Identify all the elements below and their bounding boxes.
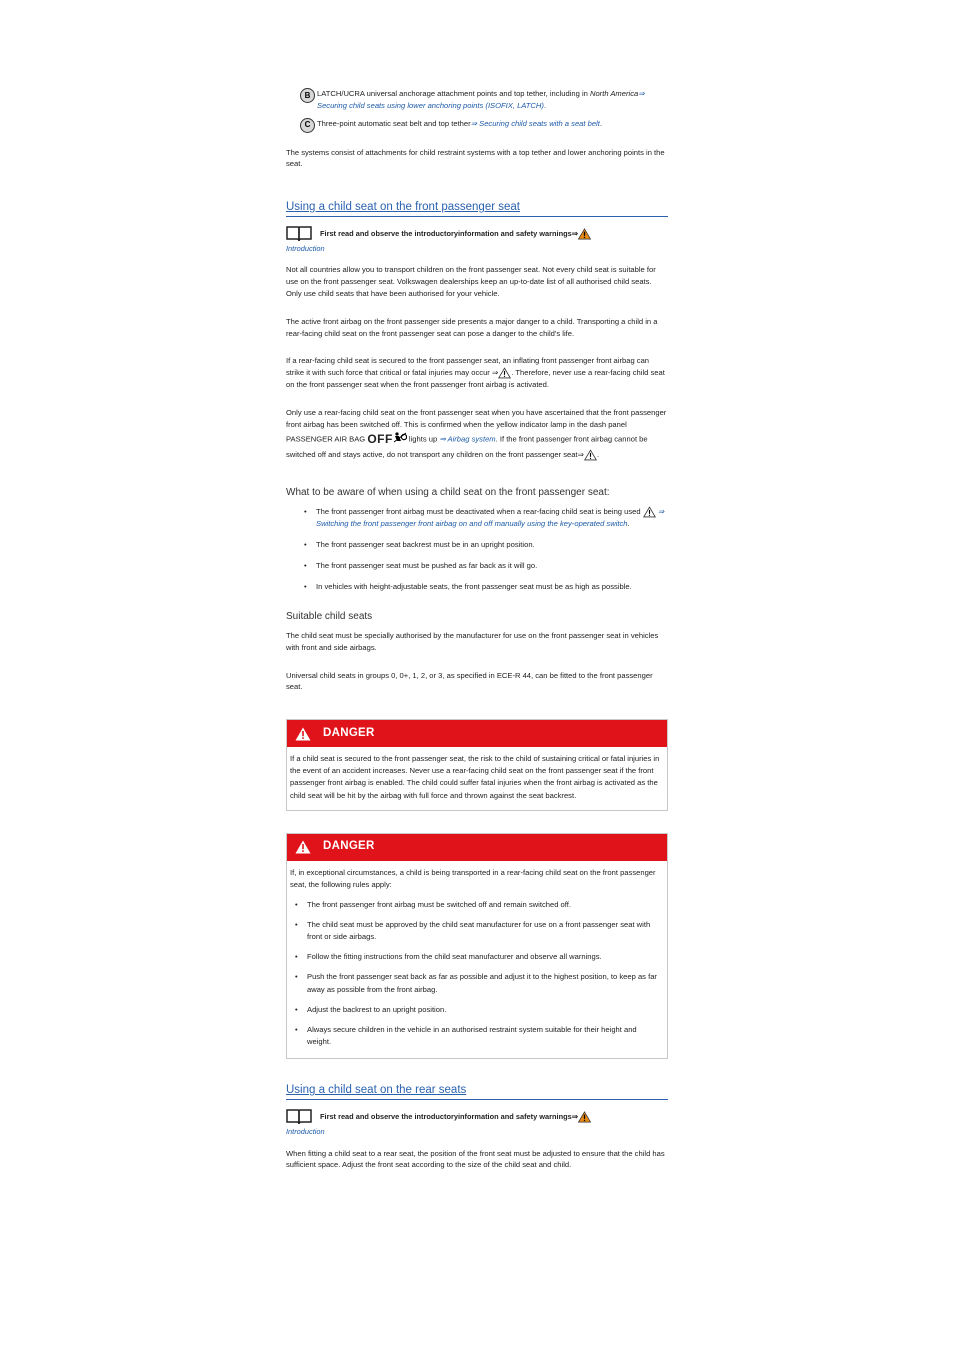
isofix-latch-link[interactable]: ⇒ Securing child seats using lower anchoring points (ISOFIX, LATCH) bbox=[317, 89, 645, 110]
airbag-off-icon: OFF bbox=[367, 430, 407, 449]
section-heading-front-seat: Using a child seat on the front passenger seat bbox=[286, 200, 668, 217]
list-item: • Push the front passenger seat back as far as possible and adjust it to the highest position, to keep as far away as possible from the front airbag. bbox=[290, 971, 661, 995]
warning-triangle-icon bbox=[578, 228, 591, 240]
list-item: • Adjust the backrest to an upright position. bbox=[290, 1004, 661, 1016]
danger-box-1 bbox=[286, 719, 668, 811]
list-item: • The front passenger seat backrest must be in an upright position. bbox=[286, 539, 668, 551]
warning-triangle-outline-icon bbox=[498, 367, 511, 379]
legend-badge-b: B bbox=[300, 88, 315, 103]
danger-header: DANGER bbox=[287, 720, 667, 747]
key-operated-switch-link[interactable]: ⇒ Switching the front passenger front airbag on and off manually using the key-operated switch bbox=[316, 507, 665, 529]
section-heading-rear-seats: Using a child seat on the rear seats bbox=[286, 1083, 668, 1100]
list-item: • Follow the fitting instructions from the child seat manufacturer and observe all warnings. bbox=[290, 951, 661, 963]
aware-heading: What to be aware of when using a child seat on the front passenger seat: bbox=[286, 486, 610, 498]
warning-triangle-outline-icon bbox=[584, 449, 597, 461]
list-item: • The front passenger seat must be pushed as far back as it will go. bbox=[286, 560, 668, 572]
intro-notice-front: First read and observe the introductoryinformation and safety warnings ⇒ bbox=[286, 225, 668, 242]
airbag-system-link[interactable]: ⇒ Airbag system bbox=[439, 434, 496, 444]
aware-list bbox=[286, 506, 668, 592]
danger-triangle-icon bbox=[295, 727, 311, 741]
danger-box-2 bbox=[286, 833, 668, 1060]
suitable-paragraph-2: Universal child seats in groups 0, 0+, 1, 2, or 3, as specified in ECE-R 44, can be fitted to the front passenger seat. bbox=[286, 670, 653, 692]
list-item: • The child seat must be approved by the child seat manufacturer for use on a front passenger seat with front or side airbags. bbox=[290, 919, 661, 943]
danger-intro: If, in exceptional circumstances, a child is being transported in a rear-facing child seat on the front passenger seat, the following rules apply: bbox=[290, 867, 656, 889]
warning-triangle-icon bbox=[578, 1111, 591, 1123]
danger-rules-list bbox=[290, 899, 661, 1048]
front-seat-paragraph-3: If a rear-facing child seat is secured to the front passenger seat, an inflating front passenger front airbag can strike it with such force that critical or fatal injuries may occur ⇒ . Therefore, never use a rear-facing child seat on the front passenger seat when the front passenger front airbag is activated. bbox=[286, 356, 665, 390]
introduction-link[interactable]: Introduction bbox=[286, 244, 325, 253]
legend-item-b bbox=[286, 88, 668, 112]
systems-paragraph: The systems consist of attachments for child restraint systems with a top tether and lower anchoring points in the seat. bbox=[286, 147, 665, 169]
list-item: • The front passenger front airbag must be switched off and remain switched off. bbox=[290, 899, 661, 911]
list-item: • In vehicles with height-adjustable seats, the front passenger seat must be as high as possible. bbox=[286, 581, 668, 593]
legend-badge-c: C bbox=[300, 118, 315, 133]
front-seat-paragraph-4: Only use a rear-facing child seat on the front passenger seat when you have ascertained that the front passenger front airbag has been switched off. This is confirmed when the yellow indicator lamp in the dash panel PASSENGER AIR BAG OFF lights up ⇒ Airbag system. If the front passenger front airbag cannot be switched off and stays active, do not transport any children on the front passenger seat⇒ . bbox=[286, 407, 667, 459]
front-seat-paragraph-1: Not all countries allow you to transport children on the front passenger seat. Not every child seat is suitable for use on the front passenger seat. Volkswagen dealerships keep an up-to-date list of all authorised child seats. Only use child seats that have been authorised for your vehicle. bbox=[286, 265, 656, 298]
introduction-link[interactable]: Introduction bbox=[286, 1127, 325, 1137]
intro-notice-rear: First read and observe the introductoryinformation and safety warnings ⇒ bbox=[286, 1108, 668, 1125]
danger-header: DANGER bbox=[287, 834, 667, 861]
front-seat-paragraph-2: The active front airbag on the front passenger side presents a major danger to a child. Transporting a child in a rear-facing child seat on the front passenger seat can pose a danger to the child's life. bbox=[286, 316, 658, 338]
legend-item-c bbox=[286, 118, 668, 133]
list-item: • Always secure children in the vehicle in an authorised restraint system suitable for their height and weight. bbox=[290, 1024, 661, 1048]
book-icon bbox=[286, 225, 312, 242]
suitable-paragraph-1: The child seat must be specially authorised by the manufacturer for use on the front passenger seat in vehicles with front and side airbags. bbox=[286, 631, 659, 652]
danger-text: If a child seat is secured to the front passenger seat, the risk to the child of sustaining critical or fatal injuries in the event of an accident increases. Never use a rear-facing child seat on the front passenger seat if the front passenger front airbag is enabled. The child could suffer fatal injuries when the front airbag is activated as the child seat will be hit by the airbag with full force and thrown against the seat backrest. bbox=[290, 754, 660, 800]
danger-triangle-icon bbox=[295, 840, 311, 854]
suitable-heading: Suitable child seats bbox=[286, 610, 373, 622]
rear-seat-paragraph: When fitting a child seat to a rear seat, the position of the front seat must be adjusted to ensure that the child has sufficient space. Adjust the front seat according to the size of the child seat and child. bbox=[286, 1148, 665, 1170]
manual-page bbox=[286, 88, 668, 1183]
legend-text-c: Three-point automatic seat belt and top tether⇒ Securing child seats with a seat belt. bbox=[317, 118, 602, 128]
legend-text-b: LATCH/UCRA universal anchorage attachment points and top tether, including in North America⇒ Securing child seats using lower anchoring points (ISOFIX, LATCH). bbox=[317, 89, 645, 110]
warning-triangle-outline-icon bbox=[643, 506, 656, 518]
seat-belt-link[interactable]: ⇒ Securing child seats with a seat belt bbox=[470, 118, 600, 128]
list-item: • The front passenger front airbag must be deactivated when a rear-facing child seat is being used ⇒ Switching the front passenger front airbag on and off manually using the key-operated switch. bbox=[286, 506, 668, 530]
book-icon bbox=[286, 1108, 312, 1125]
